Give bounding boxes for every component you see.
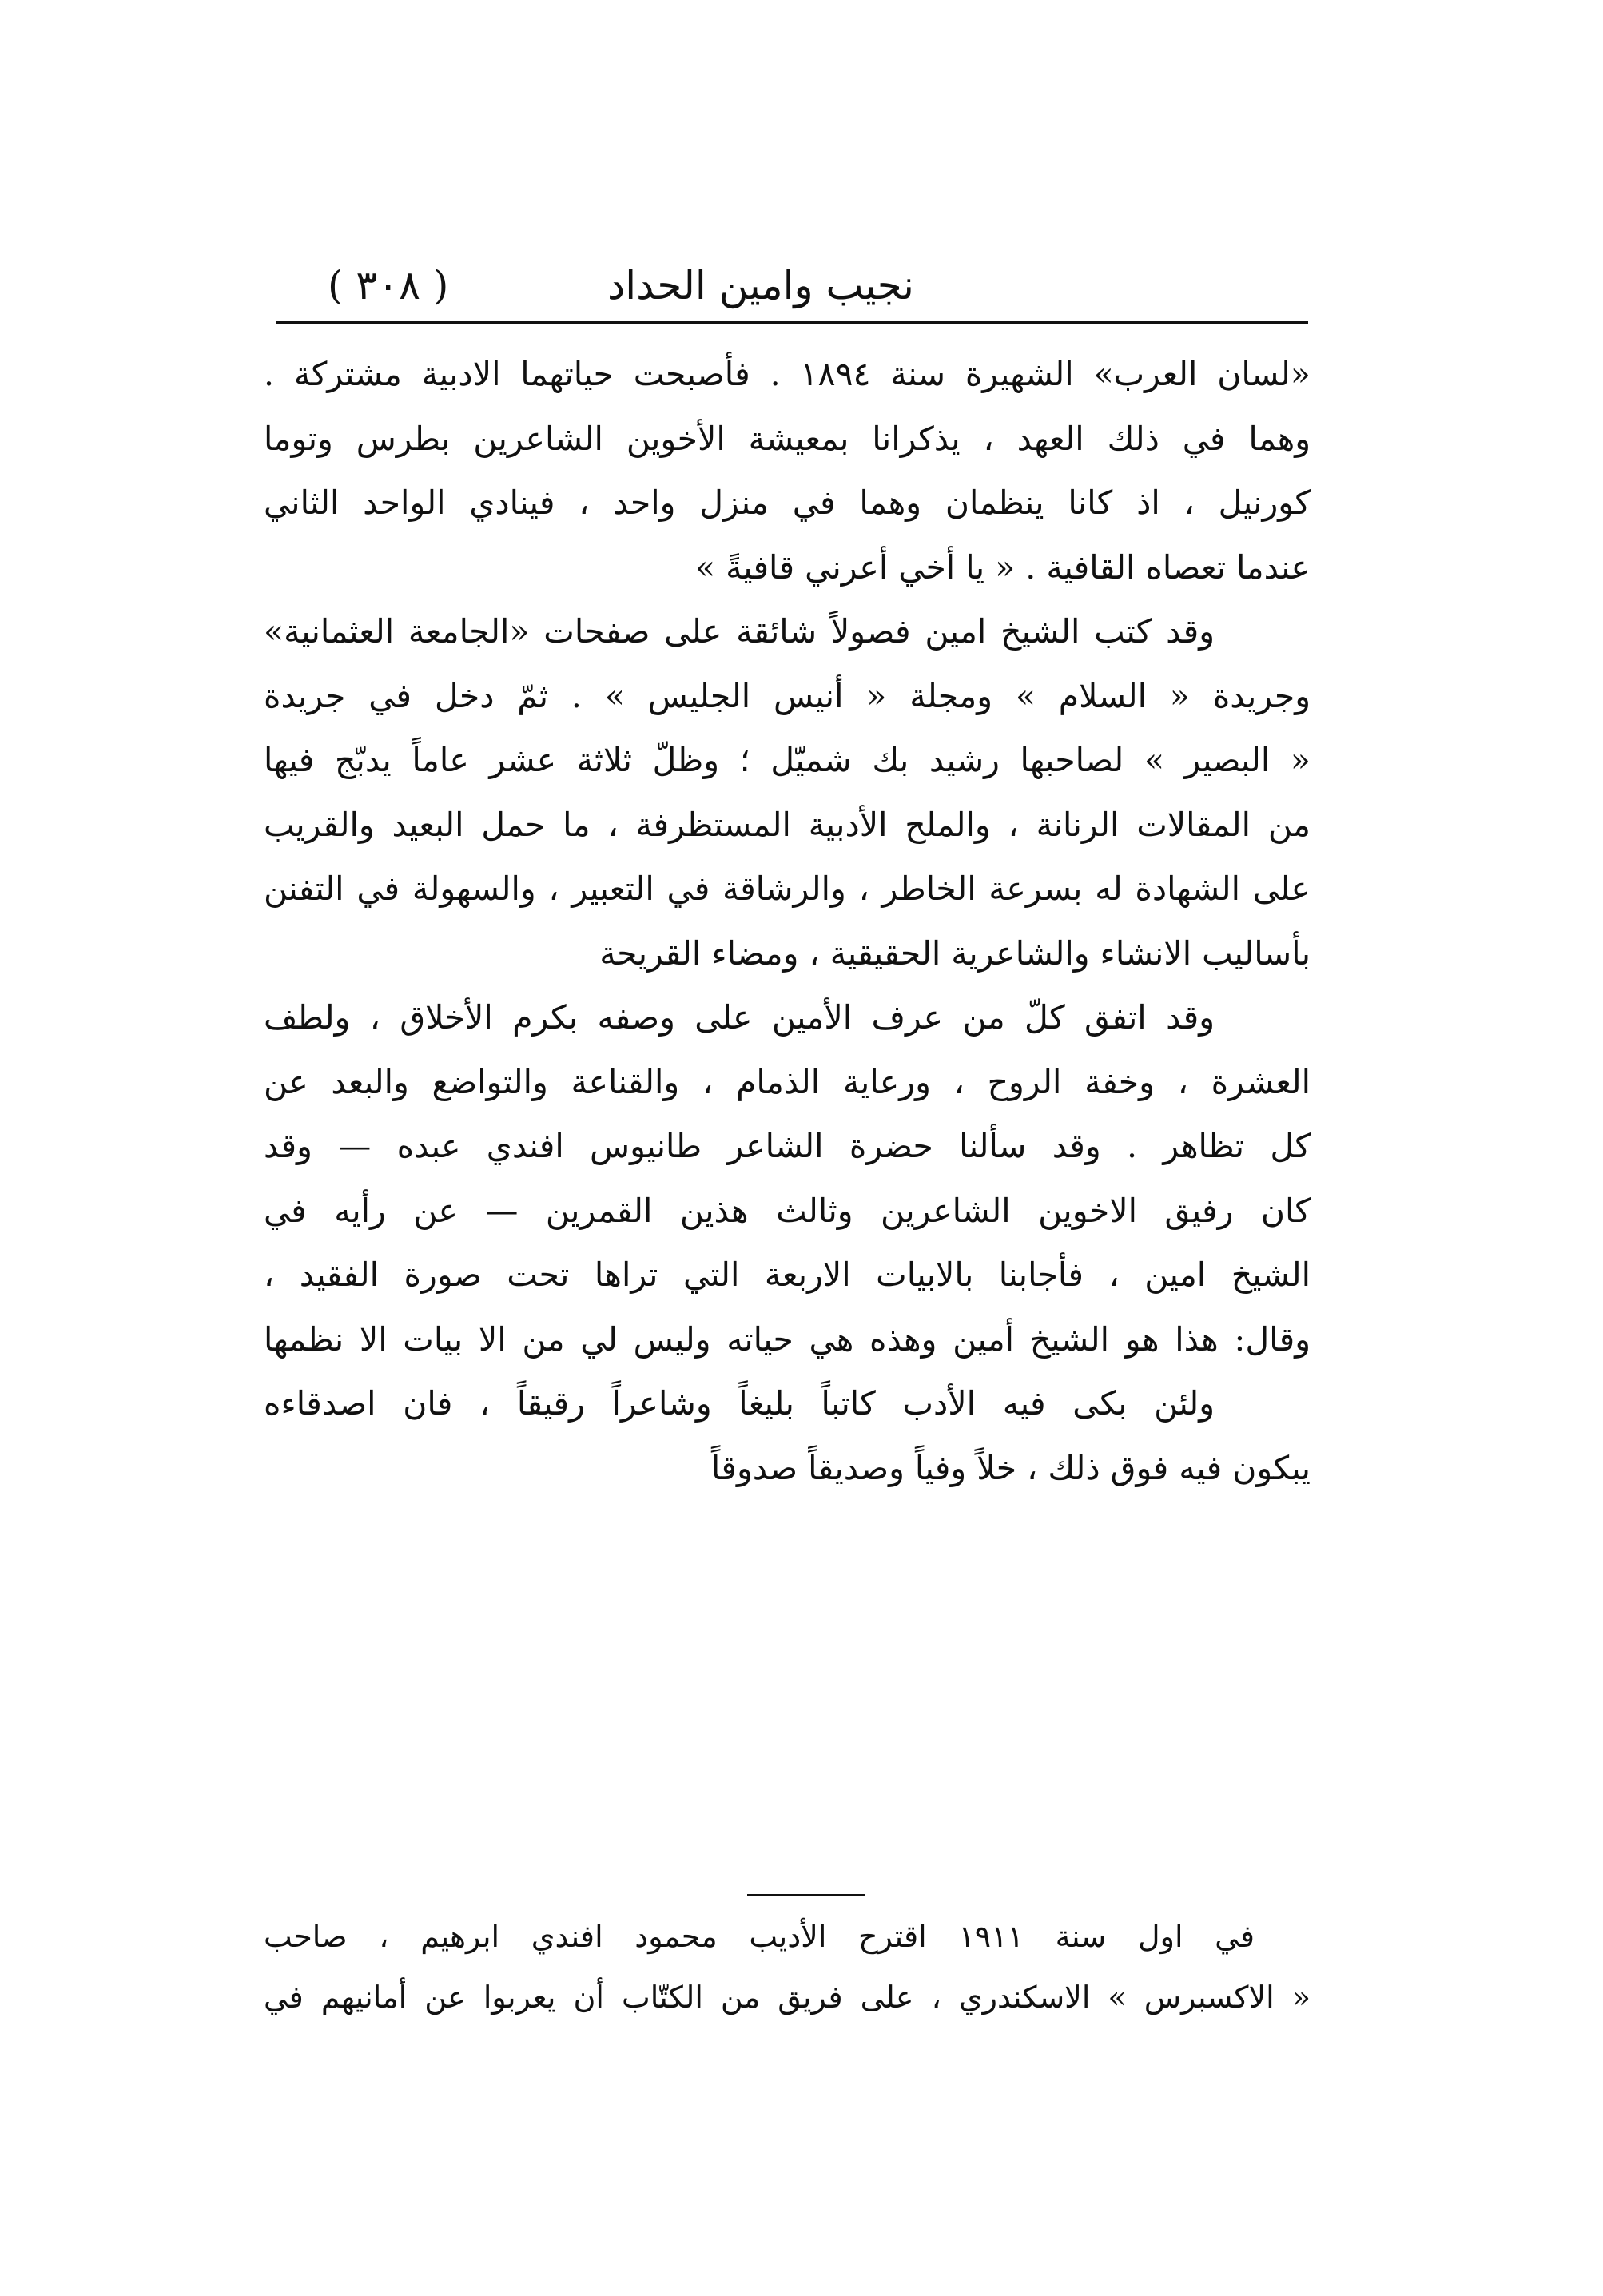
text-line: كان رفيق الاخوين الشاعرين وثالث هذين القمرين — عن رأيه في: [264, 1191, 1311, 1230]
text-line: وقال: هذا هو الشيخ أمين وهذه هي حياته وليس لي من الا بيات الا نظمها: [264, 1319, 1311, 1359]
text-line: كورنيل ، اذ كانا ينظمان وهما في منزل واحد ، فينادي الواحد الثاني: [264, 483, 1311, 522]
text-line: الشيخ امين ، فأجابنا بالابيات الاربعة التي تراها تحت صورة الفقيد ،: [264, 1255, 1311, 1294]
text-line: ولئن بكى فيه الأدب كاتباً بليغاً وشاعراً رقيقاً ، فان اصدقاءه: [264, 1384, 1215, 1423]
text-line: « البصير » لصاحبها رشيد بك شميّل ؛ وظلّ ثلاثة عشر عاماً يدبّج فيها: [264, 741, 1311, 779]
text-line: على الشهادة له بسرعة الخاطر ، والرشاقة في التعبير ، والسهولة في التفنن: [264, 869, 1311, 908]
text-line: عندما تعصاه القافية . « يا أخي أعرني قافيةً »: [694, 547, 1311, 587]
footnote-line: « الاكسبرس » الاسكندري ، على فريق من الكتّاب أن يعربوا عن أمانيهم في: [264, 1980, 1311, 2015]
text-line: وهما في ذلك العهد ، يذكرانا بمعيشة الأخوين الشاعرين بطرس وتوما: [264, 419, 1311, 458]
footnote-rule: [747, 1894, 865, 1896]
text-line: بأساليب الانشاء والشاعرية الحقيقية ، ومضاء القريحة: [599, 933, 1311, 973]
footnote-line: في اول سنة ١٩١١ اقترح الأديب محمود افندي ابرهيم ، صاحب: [264, 1919, 1255, 1954]
text-line: يبكون فيه فوق ذلك ، خلاً وفياً وصديقاً صدوقاً: [710, 1448, 1311, 1487]
text-line: من المقالات الرنانة ، والملح الأدبية المستظرفة ، ما حمل البعيد والقريب: [264, 805, 1311, 844]
header-rule: [276, 321, 1308, 324]
text-line: «لسان العرب» الشهيرة سنة ١٨٩٤ . فأصبحت حياتهما الادبية مشتركة .: [264, 355, 1311, 393]
running-header: [264, 257, 1303, 321]
text-line: وقد كتب الشيخ امين فصولاً شائقة على صفحات «الجامعة العثمانية»: [264, 612, 1215, 651]
text-line: وقد اتفق كلّ من عرف الأمين على وصفه بكرم الأخلاق ، ولطف: [264, 998, 1215, 1037]
running-title: نجيب وامين الحداد: [607, 262, 914, 308]
body-text: [264, 342, 1311, 1500]
footnote: [264, 1906, 1311, 2027]
page-number: ( ٣٠٨ ): [328, 262, 449, 308]
text-line: العشرة ، وخفة الروح ، ورعاية الذمام ، والقناعة والتواضع والبعد عن: [264, 1062, 1311, 1101]
text-line: وجريدة « السلام » ومجلة « أنيس الجليس » . ثمّ دخل في جريدة: [264, 676, 1311, 715]
text-line: كل تظاهر . وقد سألنا حضرة الشاعر طانيوس افندي عبده — وقد: [264, 1127, 1311, 1165]
